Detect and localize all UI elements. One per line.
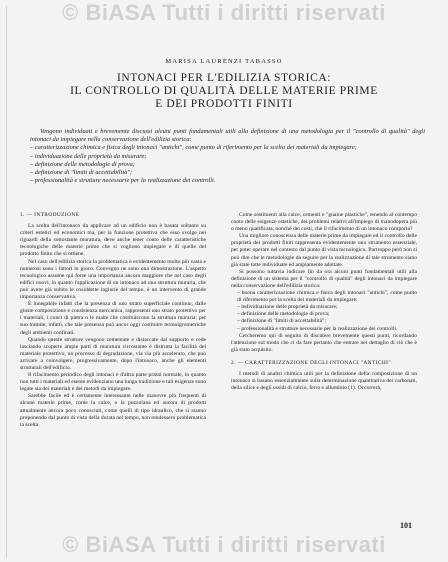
body-paragraph: I metodi di analisi chimica utili per la definizione della composizione di un intonaco si basano essenzialmente sulla determinazione quantitativa dei carbonati, della silice e degli ossidi di calcio, ferro e alluminio (1). Occorrerà,	[231, 370, 417, 392]
list-item: – definizione di "limiti di accettabilità";	[237, 318, 326, 325]
body-paragraph: Quando queste strutture vengono cementate e distaccate dal supporto e cede lasciando scoperte ampie parti di muratura circostante è distrutta la facilità del materiale protettivo, un processo di degradazione, via via più accelerato, che può arrivare a coinvolgere, progressivamente, dopo l'intonaco, anche gli elementi strutturali dell'edificio.	[20, 336, 206, 371]
page-number: 101	[400, 521, 412, 530]
list-item: – individuazione delle proprietà da misurare;	[237, 304, 338, 311]
body-paragraph: La scelta dell'intonaco da applicare ad un edificio non è basata soltanto su criteri estetici ed economici ma, per la funzione protettiva che esso svolge nei riguardi della sottostante muratura, deve anche tener conto delle caratteristiche tecnologiche delle materie prime che si vogliono impiegare e di quelle del prodotto finito che si ottiene.	[20, 223, 206, 258]
title-line-3: E DEI PRODOTTI FINITI	[155, 98, 293, 110]
abstract-bullet: – professionalità e strutture necessarie per la realizzazione dei controlli.	[30, 177, 216, 185]
article-title	[40, 72, 408, 111]
body-paragraph: Come sostituenti alla calce, cementi e "guaine plastiche", tenendo al contempo conto delle esigenze estetiche, dei problemi relativi all'impiego di manodopera più o meno qualificata, nonché dei costi, che il rifacimento di un intonaco comporta?	[231, 212, 417, 233]
abstract-bullet: – individuazione delle proprietà da misurare;	[30, 152, 147, 160]
body-paragraph: È innegabile infatti che la presenza di uno strato superficiale continuo, dalle giuste composizione e consistenza meccanica, rappresenti uno strato protettivo per i materiali, i conci di pietra o le malte che costituiscono la struttura muraria: per suo tramite, infatti, che tale presenza può ancor oggi costituire termoigrometriche degli ambienti confinati.	[20, 301, 206, 336]
watermark-bottom: © BiASA Tutti i diritti riservati	[62, 532, 386, 557]
title-line-1: INTONACI PER L'EDILIZIA STORICA:	[116, 72, 332, 84]
left-column	[20, 212, 206, 429]
body-paragraph: Una migliore conoscenza delle materie prime da impiegare ed il controllo delle proprietà dei prodotti finiti rappresenta evidentemente uno strumento essenziale, per poter operare nel contesto dal punto di vista tecnologico. Purtroppo però non si può dire che le metodologie da seguire per la realizzazione di tale strumento siano già state tutte individuate ed ampiamente adottate.	[231, 233, 417, 268]
watermark-top: © BiASA Tutti i diritti riservati	[62, 0, 386, 25]
section-heading-introduction: 1. — INTRODUZIONE	[20, 212, 80, 218]
right-column	[231, 212, 417, 392]
section-heading-characterization: 2. — CARATTERIZZAZIONE DEGLI INTONACI "ANTICHI"	[231, 359, 391, 366]
abstract	[30, 128, 425, 185]
body-paragraph: Il rifacimento periodico degli intonaci è d'altra parte prassi normale, in quanto non tutti i materiali ed esente evidenziano una lunga tradizione e tali esigenze sono legate sia dei materiali e dei metodi da impiegare.	[20, 372, 206, 393]
abstract-bullet-list	[30, 144, 425, 185]
abstract-bullet: – caratterizzazione chimica e fisica degli intonaci "antichi", come punto di riferimento per la scelta dei materiali da impiegare;	[30, 144, 357, 152]
list-item: – definizione delle metodologie di prova;	[237, 311, 330, 318]
author-name: MARISA LAURENZI TABASSO	[165, 58, 283, 65]
title-line-2: IL CONTROLLO DI QUALITÀ DELLE MATERIE PRIME	[70, 85, 378, 97]
abstract-bullet: – definizione di "limiti di accettabilità";	[30, 169, 133, 177]
body-paragraph: Sarebbe facile ed è certamente interessante nelle manovre più frequenti di alcune materie prime, come la calce, o la pozzolana ed ancora di prodotti attualmente ancora poco conosciuti, come quelli di tipo idraulico, che si stanno proponendo dal punto di vista della durata nel tempo, non rendessero problematica la scelta.	[20, 393, 206, 428]
list-item: – buona caratterizzazione chimica e fisica degli intonaci "antichi", come punto di riferimento per la scelta dei materiali da impiegare;	[237, 290, 417, 304]
list-item: – professionalità e strutture necessarie per la realizzazione dei controlli.	[237, 325, 398, 332]
body-paragraph: Nel caso dell'edilizia storica la problematica è evidentemente molto più vasta e numerosi sono i fattori in gioco. Convegno ne sono una dimostrazione. L'aspetto tecnologico assume qui forse una importanza ancora maggiore che nel caso degli edifici nuovi, in quanto l'applicazione di un intonaco ad una struttura muraria, che può avere già subito le cosiddette ingiurie del tempo, è un intervento di grande importanza conservativa.	[20, 258, 206, 301]
abstract-bullet: – definizione delle metodologie di prova;	[30, 160, 136, 168]
body-paragraph: Si possono tuttavia indicare fin da ora alcuni punti fondamentali utili alla definizione di un sistema per il "controllo di qualità" degli intonaci da impiegare nella conservazione dell'edilizia storica:	[231, 268, 417, 289]
abstract-paragraph: Vengono individuati e brevemente discussi alcuni punti fondamentali utili alla definizione di una metodologia per il "controllo di qualità" degli intonaci da impiegare nella conservazione dell'edilizia storica:	[30, 128, 425, 144]
body-paragraph: Cercheremo qui di seguito di discutere brevemente questi punti, ricordando l'attenzione sul modo che ci da fare pertanto che entrare nel dettaglio di ciò che è già stato acquisito.	[231, 332, 417, 353]
